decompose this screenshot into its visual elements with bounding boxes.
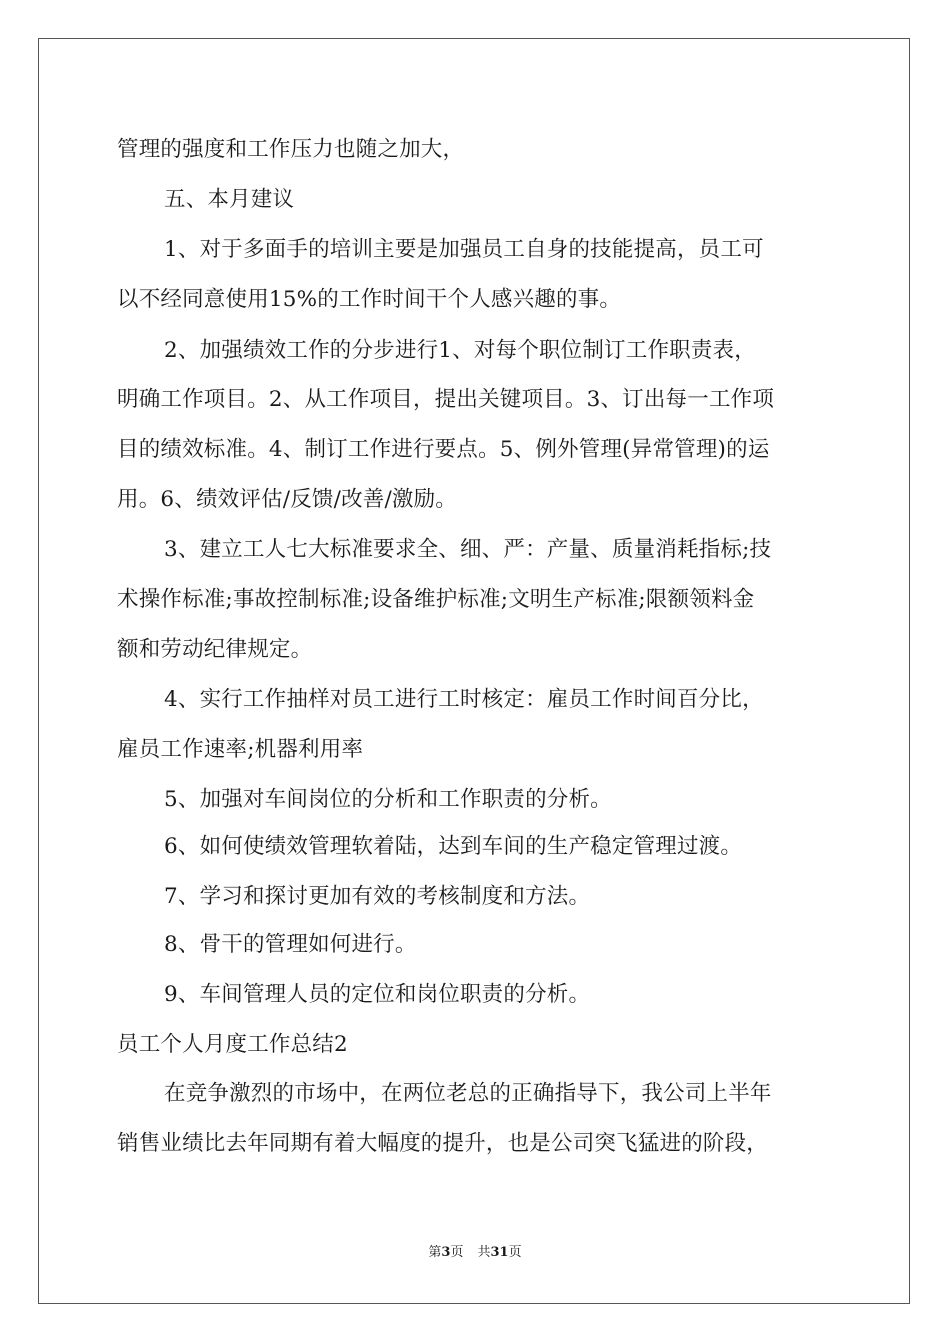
- paragraph-line: 2、加强绩效工作的分步进行1、对每个职位制订工作职责表，: [164, 338, 756, 363]
- paragraph-line: 雇员工作速率;机器利用率: [117, 737, 364, 762]
- page-border: [38, 38, 910, 1304]
- footer-total-prefix: 共: [477, 1245, 491, 1260]
- paragraph-line: 明确工作项目。2、从工作项目，提出关键项目。3、订出每一工作项: [117, 387, 775, 412]
- footer-total-pages: 31: [490, 1245, 509, 1260]
- paragraph-line: 1、对于多面手的培训主要是加强员工自身的技能提高，员工可: [164, 237, 764, 262]
- document-subtitle: 员工个人月度工作总结2: [117, 1032, 348, 1057]
- paragraph-line: 销售业绩比去年同期有着大幅度的提升，也是公司突飞猛进的阶段，: [117, 1131, 769, 1156]
- paragraph-line: 以不经同意使用15%的工作时间干个人感兴趣的事。: [117, 287, 622, 312]
- page-footer: [0, 1244, 950, 1262]
- footer-page-suffix: 页: [450, 1245, 464, 1260]
- paragraph-line: 5、加强对车间岗位的分析和工作职责的分析。: [164, 787, 612, 812]
- paragraph-line: 管理的强度和工作压力也随之加大，: [117, 137, 465, 162]
- paragraph-line: 在竞争激烈的市场中，在两位老总的正确指导下，我公司上半年: [164, 1081, 772, 1106]
- footer-page-number: 3: [441, 1245, 451, 1260]
- paragraph-line: 7、学习和探讨更加有效的考核制度和方法。: [164, 884, 591, 909]
- paragraph-line: 6、如何使绩效管理软着陆，达到车间的生产稳定管理过渡。: [164, 834, 743, 859]
- section-heading: 五、本月建议: [164, 187, 295, 212]
- paragraph-line: 4、实行工作抽样对员工进行工时核定：雇员工作时间百分比，: [164, 687, 764, 712]
- paragraph-line: 目的绩效标准。4、制订工作进行要点。5、例外管理(异常管理)的运: [117, 437, 770, 462]
- footer-total-suffix: 页: [508, 1245, 522, 1260]
- paragraph-line: 用。6、绩效评估/反馈/改善/激励。: [117, 487, 458, 512]
- paragraph-line: 额和劳动纪律规定。: [117, 637, 313, 662]
- paragraph-line: 3、建立工人七大标准要求全、细、严：产量、质量消耗指标;技: [164, 537, 772, 562]
- paragraph-line: 8、骨干的管理如何进行。: [164, 932, 417, 957]
- footer-page-prefix: 第: [428, 1245, 442, 1260]
- paragraph-line: 术操作标准;事故控制标准;设备维护标准;文明生产标准;限额领料金: [117, 587, 755, 612]
- paragraph-line: 9、车间管理人员的定位和岗位职责的分析。: [164, 982, 591, 1007]
